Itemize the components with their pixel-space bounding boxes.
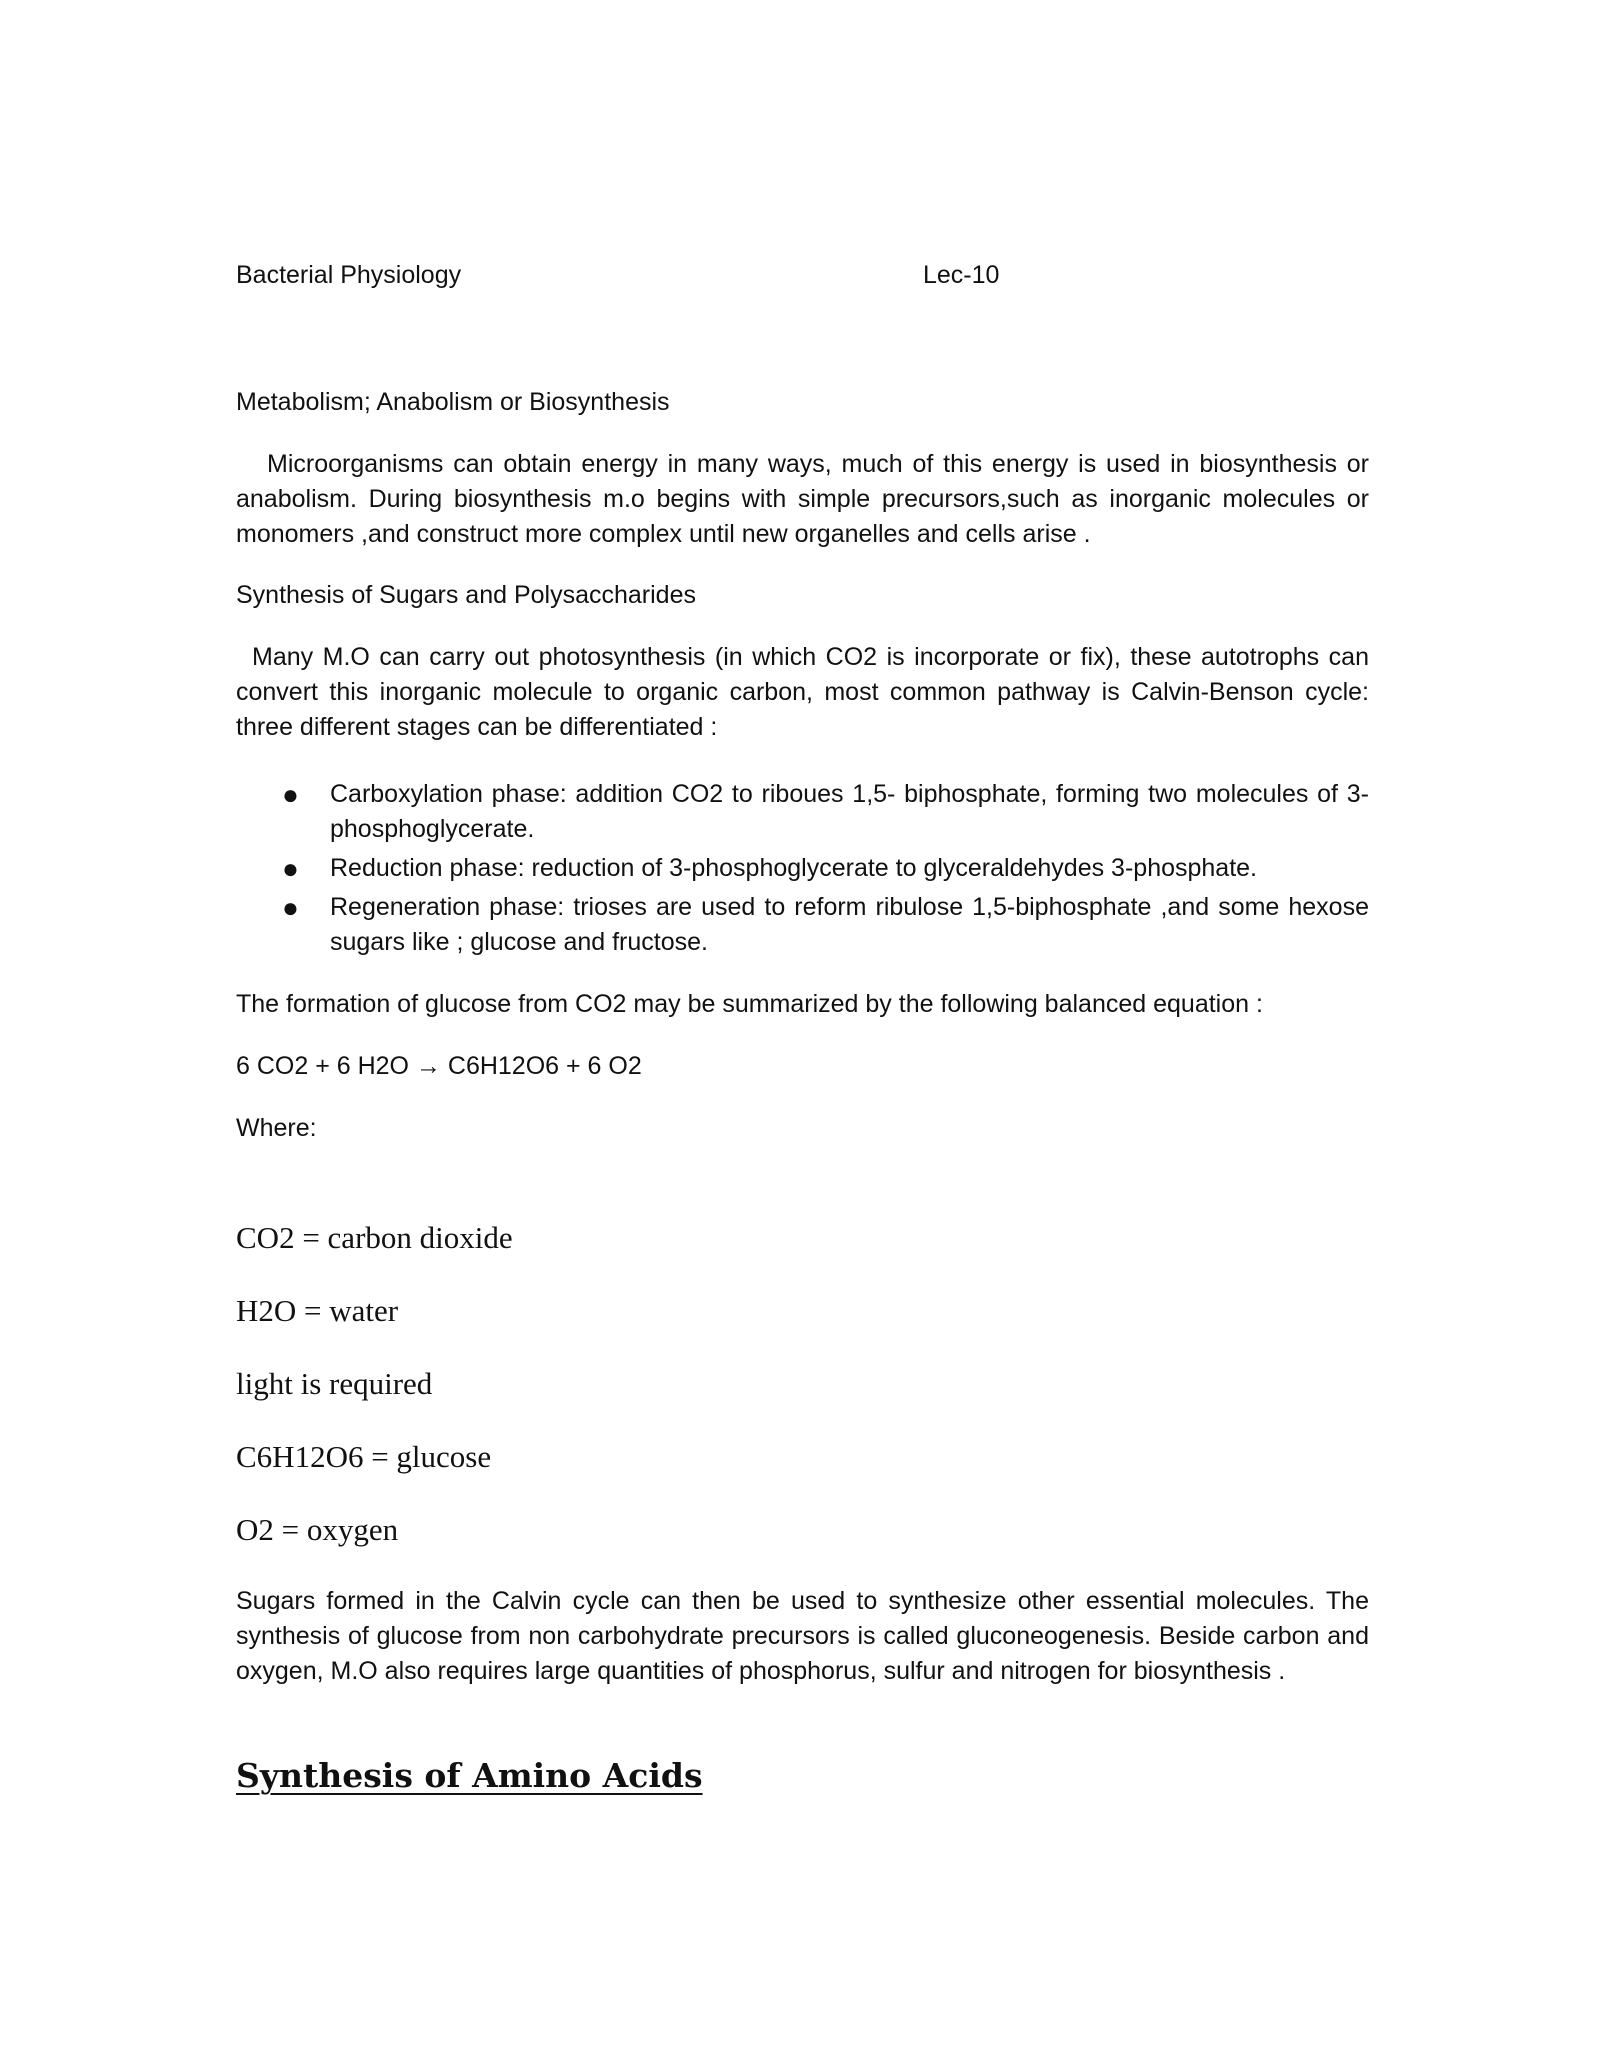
definition-glucose: C6H12O6 = glucose xyxy=(236,1439,492,1474)
balanced-equation: 6 CO2 + 6 H2O → C6H12O6 + 6 O2 xyxy=(236,1052,642,1080)
section-title: Metabolism; Anabolism or Biosynthesis xyxy=(236,388,670,416)
list-item xyxy=(236,777,1369,847)
definition-o2: O2 = oxygen xyxy=(236,1512,399,1547)
list-item xyxy=(236,890,1369,960)
closing-paragraph: Sugars formed in the Calvin cycle can then be used to synthesize other essential molecules. The synthesis of glucose from non carbohydrate precursors is called gluconeogenesis. Beside carbon and oxygen, M.O also requires large quantities of phosphorus, sulfur and nitrogen for biosynthesis . xyxy=(236,1587,1369,1685)
sugars-title: Synthesis of Sugars and Polysaccharides xyxy=(236,581,696,609)
intro-paragraph: Microorganisms can obtain energy in many ways, much of this energy is used in biosynthesis or anabolism. During biosynthesis m.o begins with simple precursors,such as inorganic molecules or monomers ,and construct more complex until new organelles and cells arise . xyxy=(236,450,1369,548)
amino-acids-heading: Synthesis of Amino Acids xyxy=(236,1756,703,1795)
lecture-number: Lec-10 xyxy=(923,261,1000,289)
list-item xyxy=(236,851,1369,886)
photosynthesis-paragraph: Many M.O can carry out photosynthesis (in which CO2 is incorporate or fix), these autotrophs can convert this inorganic molecule to organic carbon, most common pathway is Calvin-Benson cycle: three different stages can be differentiated : xyxy=(236,643,1369,741)
definition-light: light is required xyxy=(236,1366,433,1401)
stage-text: Carboxylation phase: addition CO2 to riboues 1,5- biphosphate, forming two molecules of 3-phosphoglycerate. xyxy=(330,780,1369,843)
definition-co2: CO2 = carbon dioxide xyxy=(236,1220,513,1255)
bullet-icon: ● xyxy=(282,853,299,884)
course-title: Bacterial Physiology xyxy=(236,261,462,289)
bullet-icon: ● xyxy=(282,779,299,810)
formation-text: The formation of glucose from CO2 may be summarized by the following balanced equation : xyxy=(236,990,1263,1018)
stage-text: Reduction phase: reduction of 3-phosphoglycerate to glyceraldehydes 3-phosphate. xyxy=(330,854,1258,882)
stage-text: Regeneration phase: trioses are used to reform ribulose 1,5-biphosphate ,and some hexose sugars like ; glucose and fructose. xyxy=(330,893,1369,956)
definition-h2o: H2O = water xyxy=(236,1293,399,1328)
bullet-icon: ● xyxy=(282,892,299,923)
where-label: Where: xyxy=(236,1114,317,1142)
